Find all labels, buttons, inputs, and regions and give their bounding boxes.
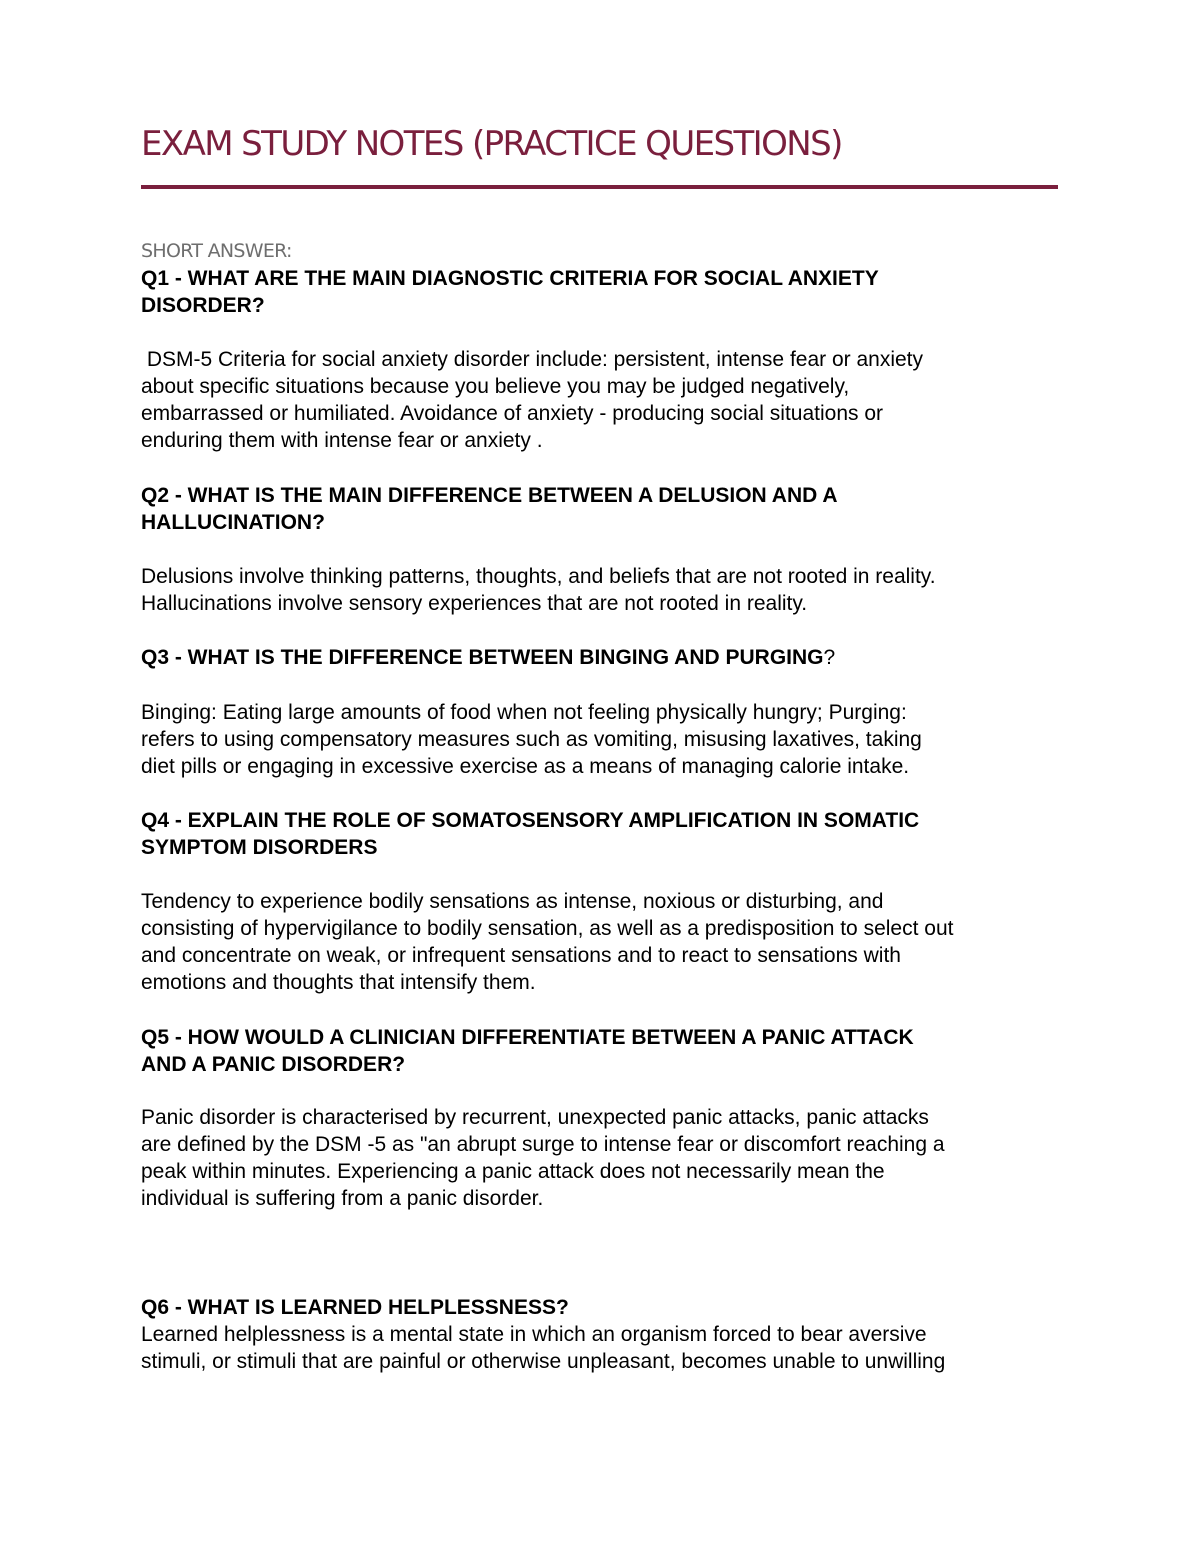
answer-line: are defined by the DSM -5 as "an abrupt surge to intense fear or discomfort reaching a — [141, 1133, 945, 1156]
answer-6 — [141, 1321, 1061, 1375]
question-1-heading — [141, 265, 1041, 319]
question-2-heading — [141, 482, 1041, 536]
answer-line: Hallucinations involve sensory experiences that are not rooted in reality. — [141, 592, 808, 615]
answer-line: embarrassed or humiliated. Avoidance of anxiety - producing social situations or — [141, 402, 884, 425]
answer-line: peak within minutes. Experiencing a panic attack does not necessarily mean the — [141, 1160, 885, 1183]
answer-line: individual is suffering from a panic disorder. — [141, 1187, 544, 1210]
answer-1 — [141, 346, 1061, 454]
question-line: HALLUCINATION? — [141, 511, 325, 534]
answer-line: Binging: Eating large amounts of food when not feeling physically hungry; Purging: — [141, 701, 907, 724]
answer-2 — [141, 563, 1061, 617]
answer-line: Tendency to experience bodily sensations as intense, noxious or disturbing, and — [141, 890, 884, 913]
answer-4 — [141, 888, 1061, 996]
question-line: Q4 - EXPLAIN THE ROLE OF SOMATOSENSORY AMPLIFICATION IN SOMATIC — [141, 809, 920, 832]
question-text: Q3 - WHAT IS THE DIFFERENCE BETWEEN BINGING AND PURGING — [141, 646, 824, 669]
question-line: Q2 - WHAT IS THE MAIN DIFFERENCE BETWEEN A DELUSION AND A — [141, 484, 838, 507]
answer-line: Learned helplessness is a mental state in which an organism forced to bear aversive — [141, 1323, 927, 1346]
answer-3 — [141, 699, 1061, 780]
answer-5 — [141, 1104, 1061, 1212]
question-line — [141, 644, 1041, 671]
answer-line: Panic disorder is characterised by recurrent, unexpected panic attacks, panic attacks — [141, 1106, 929, 1129]
question-4-heading — [141, 807, 1041, 861]
answer-line: DSM-5 Criteria for social anxiety disorder include: persistent, intense fear or anxiety — [141, 348, 924, 371]
answer-line: enduring them with intense fear or anxiety . — [141, 429, 543, 452]
answer-line: and concentrate on weak, or infrequent sensations and to react to sensations with — [141, 944, 901, 967]
answer-line: diet pills or engaging in excessive exercise as a means of managing calorie intake. — [141, 755, 910, 778]
question-line: Q6 - WHAT IS LEARNED HELPLESSNESS? — [141, 1296, 569, 1319]
question-line: DISORDER? — [141, 294, 265, 317]
document-title: EXAM STUDY NOTES (PRACTICE QUESTIONS) — [141, 124, 842, 164]
question-mark: ? — [823, 646, 836, 669]
answer-line: stimuli, or stimuli that are painful or otherwise unpleasant, becomes unable to unwilling — [141, 1350, 946, 1373]
question-3-heading — [141, 644, 1041, 671]
answer-line: emotions and thoughts that intensify them. — [141, 971, 536, 994]
answer-line: about specific situations because you believe you may be judged negatively, — [141, 375, 850, 398]
question-6-heading — [141, 1294, 1041, 1321]
answer-line: refers to using compensatory measures such as vomiting, misusing laxatives, taking — [141, 728, 922, 751]
question-line: AND A PANIC DISORDER? — [141, 1053, 406, 1076]
section-label: SHORT ANSWER: — [141, 240, 292, 262]
question-line: Q1 - WHAT ARE THE MAIN DIAGNOSTIC CRITERIA FOR SOCIAL ANXIETY — [141, 267, 879, 290]
question-5-heading — [141, 1024, 1041, 1078]
title-divider — [141, 185, 1058, 189]
question-line: Q5 - HOW WOULD A CLINICIAN DIFFERENTIATE BETWEEN A PANIC ATTACK — [141, 1026, 914, 1049]
answer-line: consisting of hypervigilance to bodily sensation, as well as a predisposition to select out — [141, 917, 954, 940]
question-line: SYMPTOM DISORDERS — [141, 836, 378, 859]
answer-line: Delusions involve thinking patterns, thoughts, and beliefs that are not rooted in reality. — [141, 565, 936, 588]
